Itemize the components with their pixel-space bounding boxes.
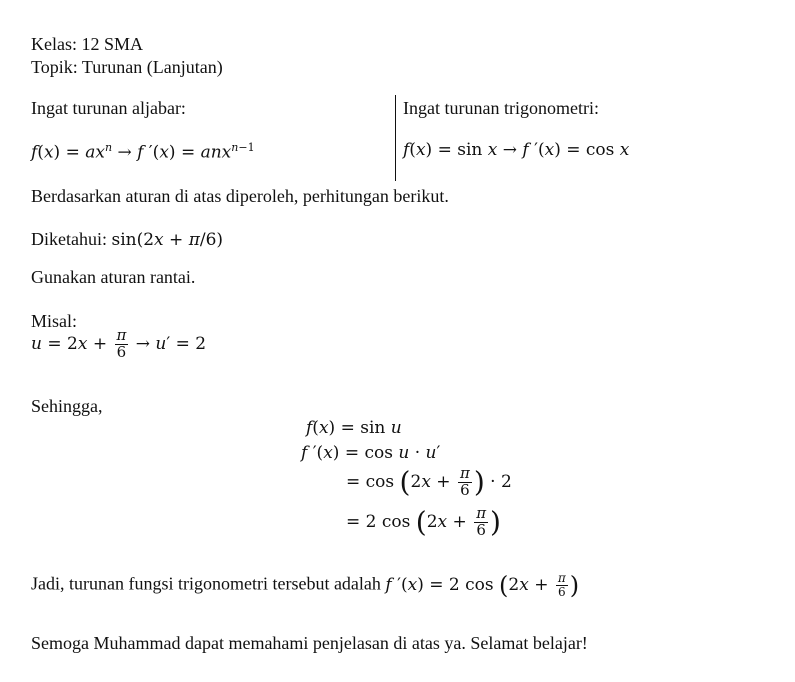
topic-label: Topik: Turunan (Lanjutan): [31, 57, 223, 77]
chain-rule-text: Gunakan aturan rantai.: [31, 267, 196, 287]
conclusion-text: Jadi, turunan fungsi trigonometri tersebut adalah: [31, 573, 381, 594]
misal-label: Misal:: [31, 311, 78, 331]
class-label: Kelas: 12 SMA: [31, 34, 143, 54]
given-line: Diketahui: sin(2x + π/6): [31, 229, 224, 250]
trig-rule-formula: f(x) = sin x → f ′(x) = cos x: [403, 140, 630, 160]
intro-text: Berdasarkan aturan di atas diperoleh, perhitungan berikut.: [31, 186, 449, 206]
substitution-formula: u = 2x + $\frac{\pi}{6}$ → u′ = 2: [31, 326, 207, 361]
derivation-line-1: f(x) = sin u: [306, 418, 402, 438]
derivation-line-2: f ′(x) = cos u · u′: [301, 443, 441, 463]
algebra-rule-formula: $f(x) = ax^n \to f$ ′(x) = anx$^{n-1}$: [31, 141, 255, 163]
sehingga-label: Sehingga,: [31, 396, 103, 416]
trig-rule-title: Ingat turunan trigonometri:: [403, 98, 599, 118]
derivation-line-4: = 2 cos (2x + $\frac{\pi}{6}$ ): [346, 504, 501, 539]
derivation-line-3: = cos (2x + $\frac{\pi}{6}$ ) · 2: [346, 464, 512, 499]
algebra-rule-title: Ingat turunan aljabar:: [31, 98, 186, 118]
rule-divider: [395, 95, 396, 181]
closing-text: Semoga Muhammad dapat memahami penjelasan di atas ya. Selamat belajar!: [31, 633, 588, 653]
given-label: Diketahui:: [31, 229, 107, 249]
conclusion-line: Jadi, turunan fungsi trigonometri tersebut adalah f ′(x) = 2 cos (2x + $\frac{\pi}{6}$ ): [31, 571, 580, 600]
